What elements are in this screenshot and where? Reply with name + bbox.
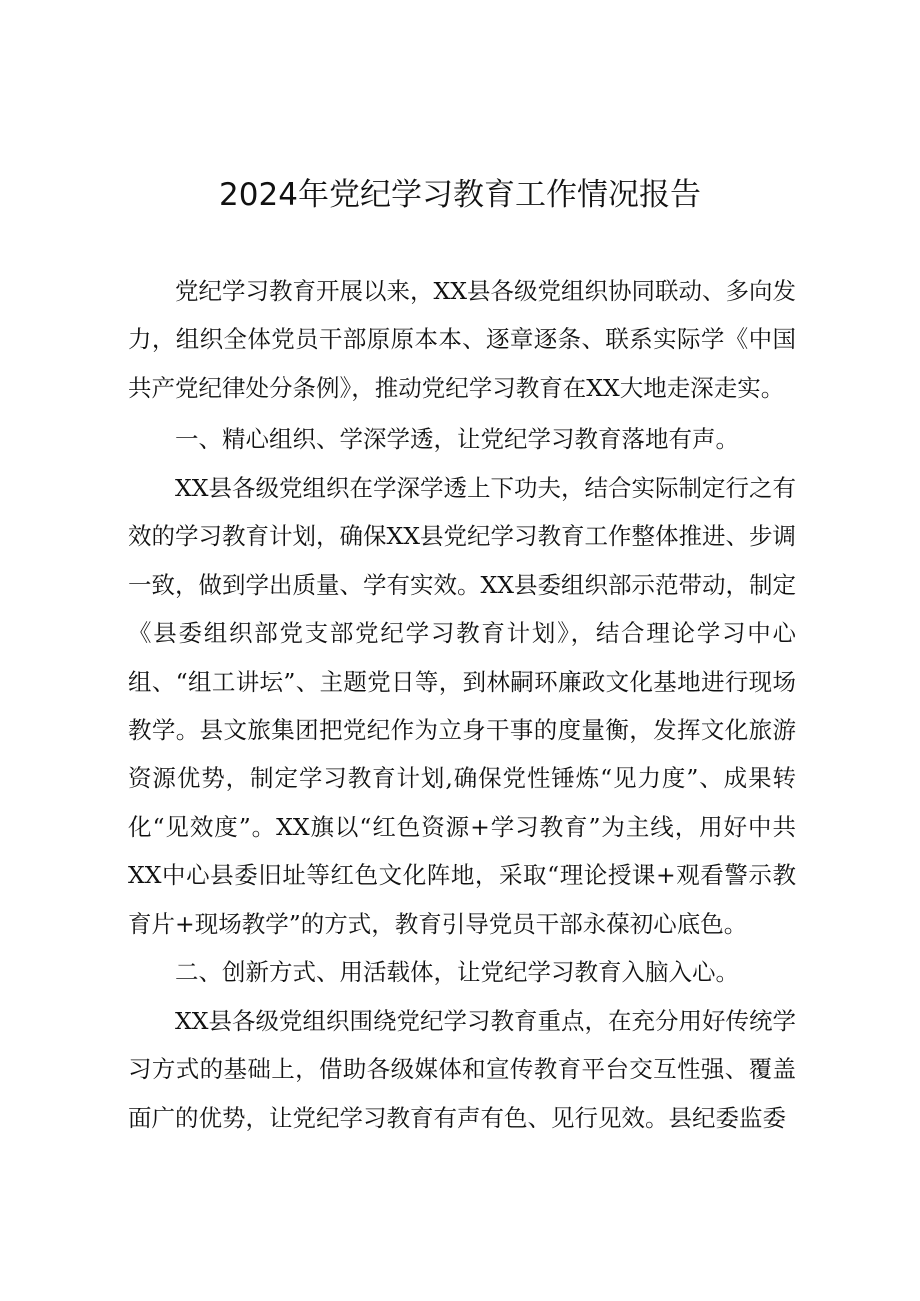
document-title: 2024年党纪学习教育工作情况报告 <box>219 177 701 213</box>
section-heading-1: 一、精心组织、学深学透，让党纪学习教育落地有声。 <box>175 425 739 453</box>
section-2-paragraph: XX县各级党组织围绕党纪学习教育重点，在充分用好传统学习方式的基础上，借助各级媒体和宣传教育平台交互性强、覆盖面广的优势，让党纪学习教育有声有色、见行见效。县纪委监委 <box>128 1007 796 1132</box>
intro-paragraph: 党纪学习教育开展以来，XX县各级党组织协同联动、多向发力，组织全体党员干部原原本本、逐章逐条、联系实际学《中国共产党纪律处分条例》，推动党纪学习教育在XX大地走深走实。 <box>128 277 796 402</box>
section-heading-2: 二、创新方式、用活载体，让党纪学习教育入脑入心。 <box>175 958 739 986</box>
section-1-paragraph: XX县各级党组织在学深学透上下功夫，结合实际制定行之有效的学习教育计划，确保XX县党纪学习教育工作整体推进、步调一致，做到学出质量、学有实效。XX县委组织部示范带动，制定《县委组织部党支部党纪学习教育计划》，结合理论学习中心组、“组工讲坛”、主题党日等，到林嗣环廉政文化基地进行现场教学。县文旅集团把党纪作为立身干事的度量衡，发挥文化旅游资源优势，制定学习教育计划,确保党性锤炼“见力度”、成果转化“见效度”。XX旗以“红色资源+学习教育”为主线，用好中共XX中心县委旧址等红色文化阵地，采取“理论授课+观看警示教育片+现场教学”的方式，教育引导党员干部永葆初心底色。 <box>128 474 796 938</box>
